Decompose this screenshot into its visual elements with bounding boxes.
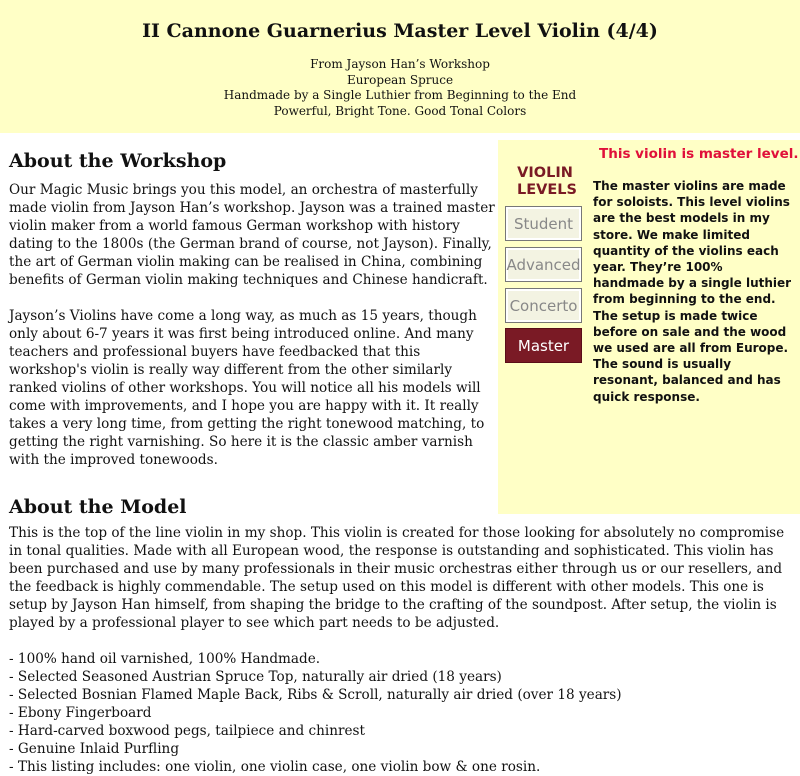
list-item: - Ebony Fingerboard — [9, 705, 152, 721]
level-description: The master violins are made for soloists. This level violins are the best models in my store. We make limited quantity of the violins each year. They’re 100% handmade by a single luthier from beginning to the end. The setup is made twice before on sale and the wood we used are all from Europe. The sound is usually resonant, balanced and has quick response. — [593, 179, 792, 404]
list-item: - Genuine Inlaid Purfling — [9, 741, 180, 757]
level-button-master[interactable]: Master — [505, 328, 582, 363]
violin-levels-title — [517, 165, 577, 199]
page-title: II Cannone Guarnerius Master Level Violin (4/4) — [142, 20, 658, 42]
list-item: - Hard-carved boxwood pegs, tailpiece and chinrest — [9, 723, 365, 739]
list-item: - Selected Bosnian Flamed Maple Back, Ribs & Scroll, naturally air dried (over 18 years) — [9, 687, 622, 703]
feature-list — [9, 650, 791, 776]
page-header — [0, 0, 800, 133]
workshop-para-1: Our Magic Music brings you this model, an orchestra of masterfully made violin from Jayson Han’s workshop. Jayson was a trained master violin maker from a world famous German workshop with history dating to the 1800s (the German brand of course, not Jayson). Finally, the art of German violin making can be realised in China, combining benefits of German violin making techniques and Chinese handicraft. — [9, 182, 495, 288]
level-button-student[interactable]: Student — [505, 206, 582, 241]
header-line: European Spruce — [346, 72, 454, 87]
main-content — [0, 133, 800, 776]
header-subtitle — [0, 57, 800, 119]
workshop-heading: About the Workshop — [9, 150, 227, 172]
violin-levels-panel — [498, 140, 800, 514]
violin-levels-title-line: LEVELS — [517, 182, 577, 198]
level-button-advanced[interactable]: Advanced — [505, 247, 582, 282]
level-button-concerto[interactable]: Concerto — [505, 288, 582, 323]
level-heading: This violin is master level. — [599, 146, 799, 162]
header-line: Powerful, Bright Tone. Good Tonal Colors — [273, 103, 527, 118]
model-para: This is the top of the line violin in my shop. This violin is created for those looking for absolutely no compromise in tonal qualities. Made with all European wood, the response is outstanding and sophisticated. This violin has been purchased and use by many professionals in their music orchestras either through us or our resellers, and the feedback is highly commendable. The setup used on this model is different with other models. This one is setup by Jayson Han himself, from shaping the bridge to the crafting of the soundpost. After setup, the violin is played by a professional player to see which part needs to be adjusted. — [9, 525, 785, 631]
list-item: - 100% hand oil varnished, 100% Handmade. — [9, 651, 321, 667]
list-item: - Selected Seasoned Austrian Spruce Top, naturally air dried (18 years) — [9, 669, 502, 685]
model-heading: About the Model — [9, 496, 187, 518]
header-line: Handmade by a Single Luthier from Beginning to the End — [223, 88, 577, 102]
list-item: - This listing includes: one violin, one violin case, one violin bow & one rosin. — [9, 759, 541, 775]
workshop-para-2-text: Jayson’s Violins have come a long way, as much as 15 years, though only about 6-7 years it was first being introduced online. And many teachers and professional buyers have feedbacked that this workshop's violin is really way different from the other similarly ranked violins of other workshops. You will notice all his models will come with improvements, and I hope you are happy with it. It really takes a very long time, from getting the right tonewood matching, to getting the right varnishing. So here it is the classic amber varnish with the improved tonewoods. — [9, 308, 485, 468]
header-line: From Jayson Han’s Workshop — [310, 57, 490, 71]
violin-levels-title-line: VIOLIN — [517, 165, 573, 181]
